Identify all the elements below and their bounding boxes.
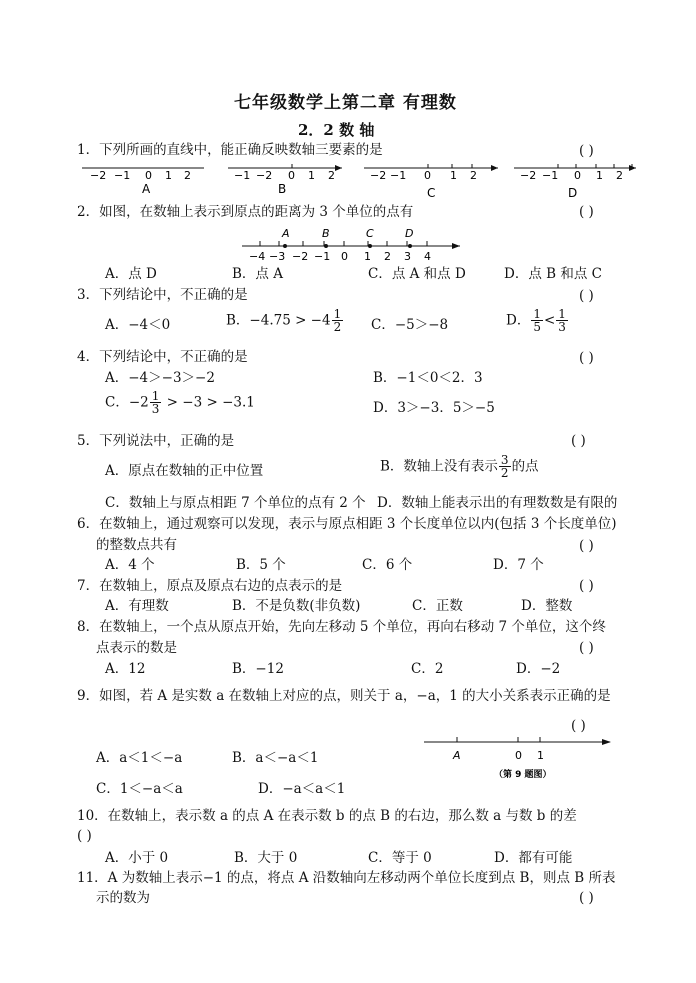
q7-option-b[interactable]: B．不是负数(非负数) bbox=[232, 598, 361, 614]
tick-label: 4 bbox=[424, 250, 431, 263]
q3-answer-paren: ( ) bbox=[579, 288, 594, 304]
tick-label: 1 bbox=[537, 749, 544, 762]
q1-option-b-label: B bbox=[278, 182, 287, 196]
q10-option-c[interactable]: C．等于 0 bbox=[368, 850, 432, 866]
tick-label: 3 bbox=[404, 250, 411, 263]
q2-option-c[interactable]: C．点 A 和点 D bbox=[368, 266, 466, 282]
q9-option-a[interactable]: A．a＜1＜−a bbox=[96, 750, 183, 766]
q2-point-a: A bbox=[282, 227, 290, 240]
fraction: $\frac{3}{2}$ bbox=[500, 453, 509, 480]
tick-label: 0 bbox=[145, 169, 152, 182]
q8-option-b[interactable]: B．−12 bbox=[232, 661, 284, 677]
q2-point-d: D bbox=[405, 227, 414, 240]
q7-answer-paren: ( ) bbox=[579, 578, 594, 594]
q10-option-d[interactable]: D．都有可能 bbox=[494, 850, 573, 866]
q8-stem-line2: 点表示的数是 bbox=[96, 640, 177, 656]
q2-point-b: B bbox=[322, 227, 330, 240]
q11-stem-line1: 11．A 为数轴上表示−1 的点，将点 A 沿数轴向左移动两个单位长度到点 B，则点 B 所表 bbox=[77, 870, 616, 886]
q5-option-d[interactable]: D．数轴上能表示出的有理数数是有限的 bbox=[377, 495, 618, 511]
q1-stem: 1．下列所画的直线中，能正确反映数轴三要素的是 bbox=[77, 142, 383, 158]
q6-option-c[interactable]: C．6 个 bbox=[362, 557, 413, 573]
q1-line-c bbox=[364, 164, 498, 200]
q11-stem-line2: 示的数为 bbox=[96, 890, 150, 906]
tick-label: −1 bbox=[390, 169, 407, 182]
q6-option-b[interactable]: B．5 个 bbox=[236, 557, 286, 573]
q10-stem: 10．在数轴上，表示数 a 的点 A 在表示数 b 的点 B 的右边，那么数 a 与数 b 的差 bbox=[77, 808, 577, 824]
q1-line-d bbox=[514, 164, 636, 200]
tick-label: 0 bbox=[574, 169, 581, 182]
q4-option-d[interactable]: D．3＞−3．5＞−5 bbox=[373, 400, 495, 416]
q8-option-a[interactable]: A．12 bbox=[105, 661, 146, 677]
q4-option-c[interactable] bbox=[105, 390, 255, 415]
q3-option-c[interactable]: C．−5＞−8 bbox=[371, 317, 449, 333]
tick-label: 1 bbox=[450, 169, 457, 182]
q9-option-d[interactable]: D．−a＜a＜1 bbox=[258, 781, 346, 797]
q8-answer-paren: ( ) bbox=[579, 640, 594, 656]
q7-option-c[interactable]: C．正数 bbox=[412, 598, 463, 614]
q3-option-b-text: B．−4.75 > −4 bbox=[226, 312, 331, 329]
tick-label: 1 bbox=[596, 169, 603, 182]
q5-answer-paren: ( ) bbox=[571, 433, 586, 449]
q3-option-a[interactable]: A．−4＜0 bbox=[105, 317, 171, 333]
q5-option-b[interactable] bbox=[380, 454, 539, 479]
tick-label: 1 bbox=[308, 169, 315, 182]
q11-answer-paren: ( ) bbox=[579, 890, 594, 906]
q1-option-c-label: C bbox=[427, 186, 436, 200]
q10-option-b[interactable]: B．大于 0 bbox=[234, 850, 298, 866]
q10-answer-paren: ( ) bbox=[77, 828, 92, 844]
tick-label: −2 bbox=[370, 169, 387, 182]
q1-answer-paren: ( ) bbox=[579, 143, 594, 159]
q4-stem: 4．下列结论中，不正确的是 bbox=[77, 349, 248, 365]
tick-label: −3 bbox=[269, 250, 286, 263]
q9-option-c[interactable]: C．1＜−a＜a bbox=[96, 781, 183, 797]
q8-option-d[interactable]: D．−2 bbox=[516, 661, 561, 677]
q9-answer-paren: ( ) bbox=[571, 718, 586, 734]
q1-line-a bbox=[82, 168, 204, 196]
q2-option-a[interactable]: A．点 D bbox=[105, 266, 157, 282]
q6-option-a[interactable]: A．4 个 bbox=[105, 557, 155, 573]
fraction: $\frac{1}{5}$ bbox=[533, 307, 541, 334]
q10-option-a[interactable]: A．小于 0 bbox=[105, 850, 169, 866]
q9-stem: 9．如图，若 A 是实数 a 在数轴上对应的点，则关于 a，−a，1 的大小关系表示正确的是 bbox=[77, 688, 611, 704]
q2-answer-paren: ( ) bbox=[579, 204, 594, 220]
tick-label: −1 bbox=[114, 169, 131, 182]
q3-option-d-text: D． bbox=[506, 312, 531, 329]
q9-point-a: A bbox=[453, 749, 461, 762]
tick-label: 0 bbox=[288, 169, 295, 182]
q2-option-b[interactable]: B．点 A bbox=[232, 266, 283, 282]
tick-label: −1 bbox=[542, 169, 559, 182]
q4-option-c-text: C．−2 bbox=[105, 394, 149, 411]
q6-stem-line1: 6．在数轴上，通过观察可以发现，表示与原点相距 3 个长度单位以内(包括 3 个长度单位) bbox=[77, 516, 617, 532]
q1-option-d-label: D bbox=[568, 186, 578, 200]
tick-label: −4 bbox=[249, 250, 266, 263]
q6-stem-line2: 的整数点共有 bbox=[96, 537, 177, 553]
tick-label: 2 bbox=[328, 169, 335, 182]
tick-label: −1 bbox=[314, 250, 331, 263]
tick-label: 2 bbox=[384, 250, 391, 263]
tick-label: −1 bbox=[234, 169, 251, 182]
less-than: < bbox=[543, 312, 556, 329]
q1-line-b bbox=[228, 164, 342, 196]
tick-label: 1 bbox=[165, 169, 172, 182]
q8-option-c[interactable]: C．2 bbox=[411, 661, 444, 677]
q4-option-c-tail: > −3 > −3.1 bbox=[162, 394, 255, 411]
q2-stem: 2．如图，在数轴上表示到原点的距离为 3 个单位的点有 bbox=[77, 204, 414, 220]
q7-stem: 7．在数轴上，原点及原点右边的点表示的是 bbox=[77, 578, 343, 594]
q3-option-d[interactable] bbox=[506, 308, 569, 333]
q1-option-a-label: A bbox=[142, 182, 151, 196]
q5-option-a[interactable]: A．原点在数轴的正中位置 bbox=[105, 463, 264, 479]
q5-stem: 5．下列说法中，正确的是 bbox=[77, 433, 235, 449]
q4-option-b[interactable]: B．−1＜0＜2．3 bbox=[373, 370, 483, 386]
q2-option-d[interactable]: D．点 B 和点 C bbox=[504, 266, 602, 282]
tick-label: 0 bbox=[424, 169, 431, 182]
q2-number-line bbox=[240, 222, 464, 264]
tick-label: 1 bbox=[364, 250, 371, 263]
q6-answer-paren: ( ) bbox=[579, 538, 594, 554]
q3-option-b[interactable] bbox=[226, 308, 344, 333]
fraction: $\frac{1}{3}$ bbox=[151, 389, 160, 416]
fraction: $\frac{1}{3}$ bbox=[558, 307, 566, 334]
q2-point-c: C bbox=[366, 227, 374, 240]
q8-stem-line1: 8．在数轴上，一个点从原点开始，先向左移动 5 个单位，再向右移动 7 个单位，这个终 bbox=[77, 619, 606, 635]
q4-answer-paren: ( ) bbox=[579, 350, 594, 366]
q5-option-c[interactable]: C．数轴上与原点相距 7 个单位的点有 2 个 bbox=[105, 495, 366, 511]
tick-label: −2 bbox=[292, 250, 309, 263]
q9-option-b[interactable]: B．a＜−a＜1 bbox=[232, 750, 319, 766]
q1-number-lines bbox=[80, 162, 640, 204]
section-title: 2．2 数 轴 bbox=[298, 121, 375, 139]
q3-stem: 3．下列结论中，不正确的是 bbox=[77, 287, 248, 303]
tick-label: −2 bbox=[90, 169, 107, 182]
tick-label: 2 bbox=[616, 169, 623, 182]
q5-option-b-text: B．数轴上没有表示 bbox=[380, 458, 498, 475]
q7-option-d[interactable]: D．整数 bbox=[521, 598, 573, 614]
q9-figure-caption: （第 9 题图） bbox=[494, 770, 552, 780]
q4-option-a[interactable]: A．−4＞−3＞−2 bbox=[105, 370, 215, 386]
tick-label: 2 bbox=[470, 169, 477, 182]
q9-figure bbox=[420, 732, 616, 784]
q6-option-d[interactable]: D．7 个 bbox=[493, 557, 544, 573]
page-title: 七年级数学上第二章 有理数 bbox=[234, 93, 457, 113]
tick-label: −2 bbox=[520, 169, 537, 182]
q7-option-a[interactable]: A．有理数 bbox=[105, 598, 169, 614]
tick-label: 2 bbox=[184, 169, 191, 182]
tick-label: −2 bbox=[256, 169, 273, 182]
tick-label: 0 bbox=[515, 749, 522, 762]
fraction: $\frac{1}{2}$ bbox=[333, 307, 342, 334]
q5-option-b-tail: 的点 bbox=[511, 458, 539, 475]
tick-label: 0 bbox=[341, 250, 348, 263]
